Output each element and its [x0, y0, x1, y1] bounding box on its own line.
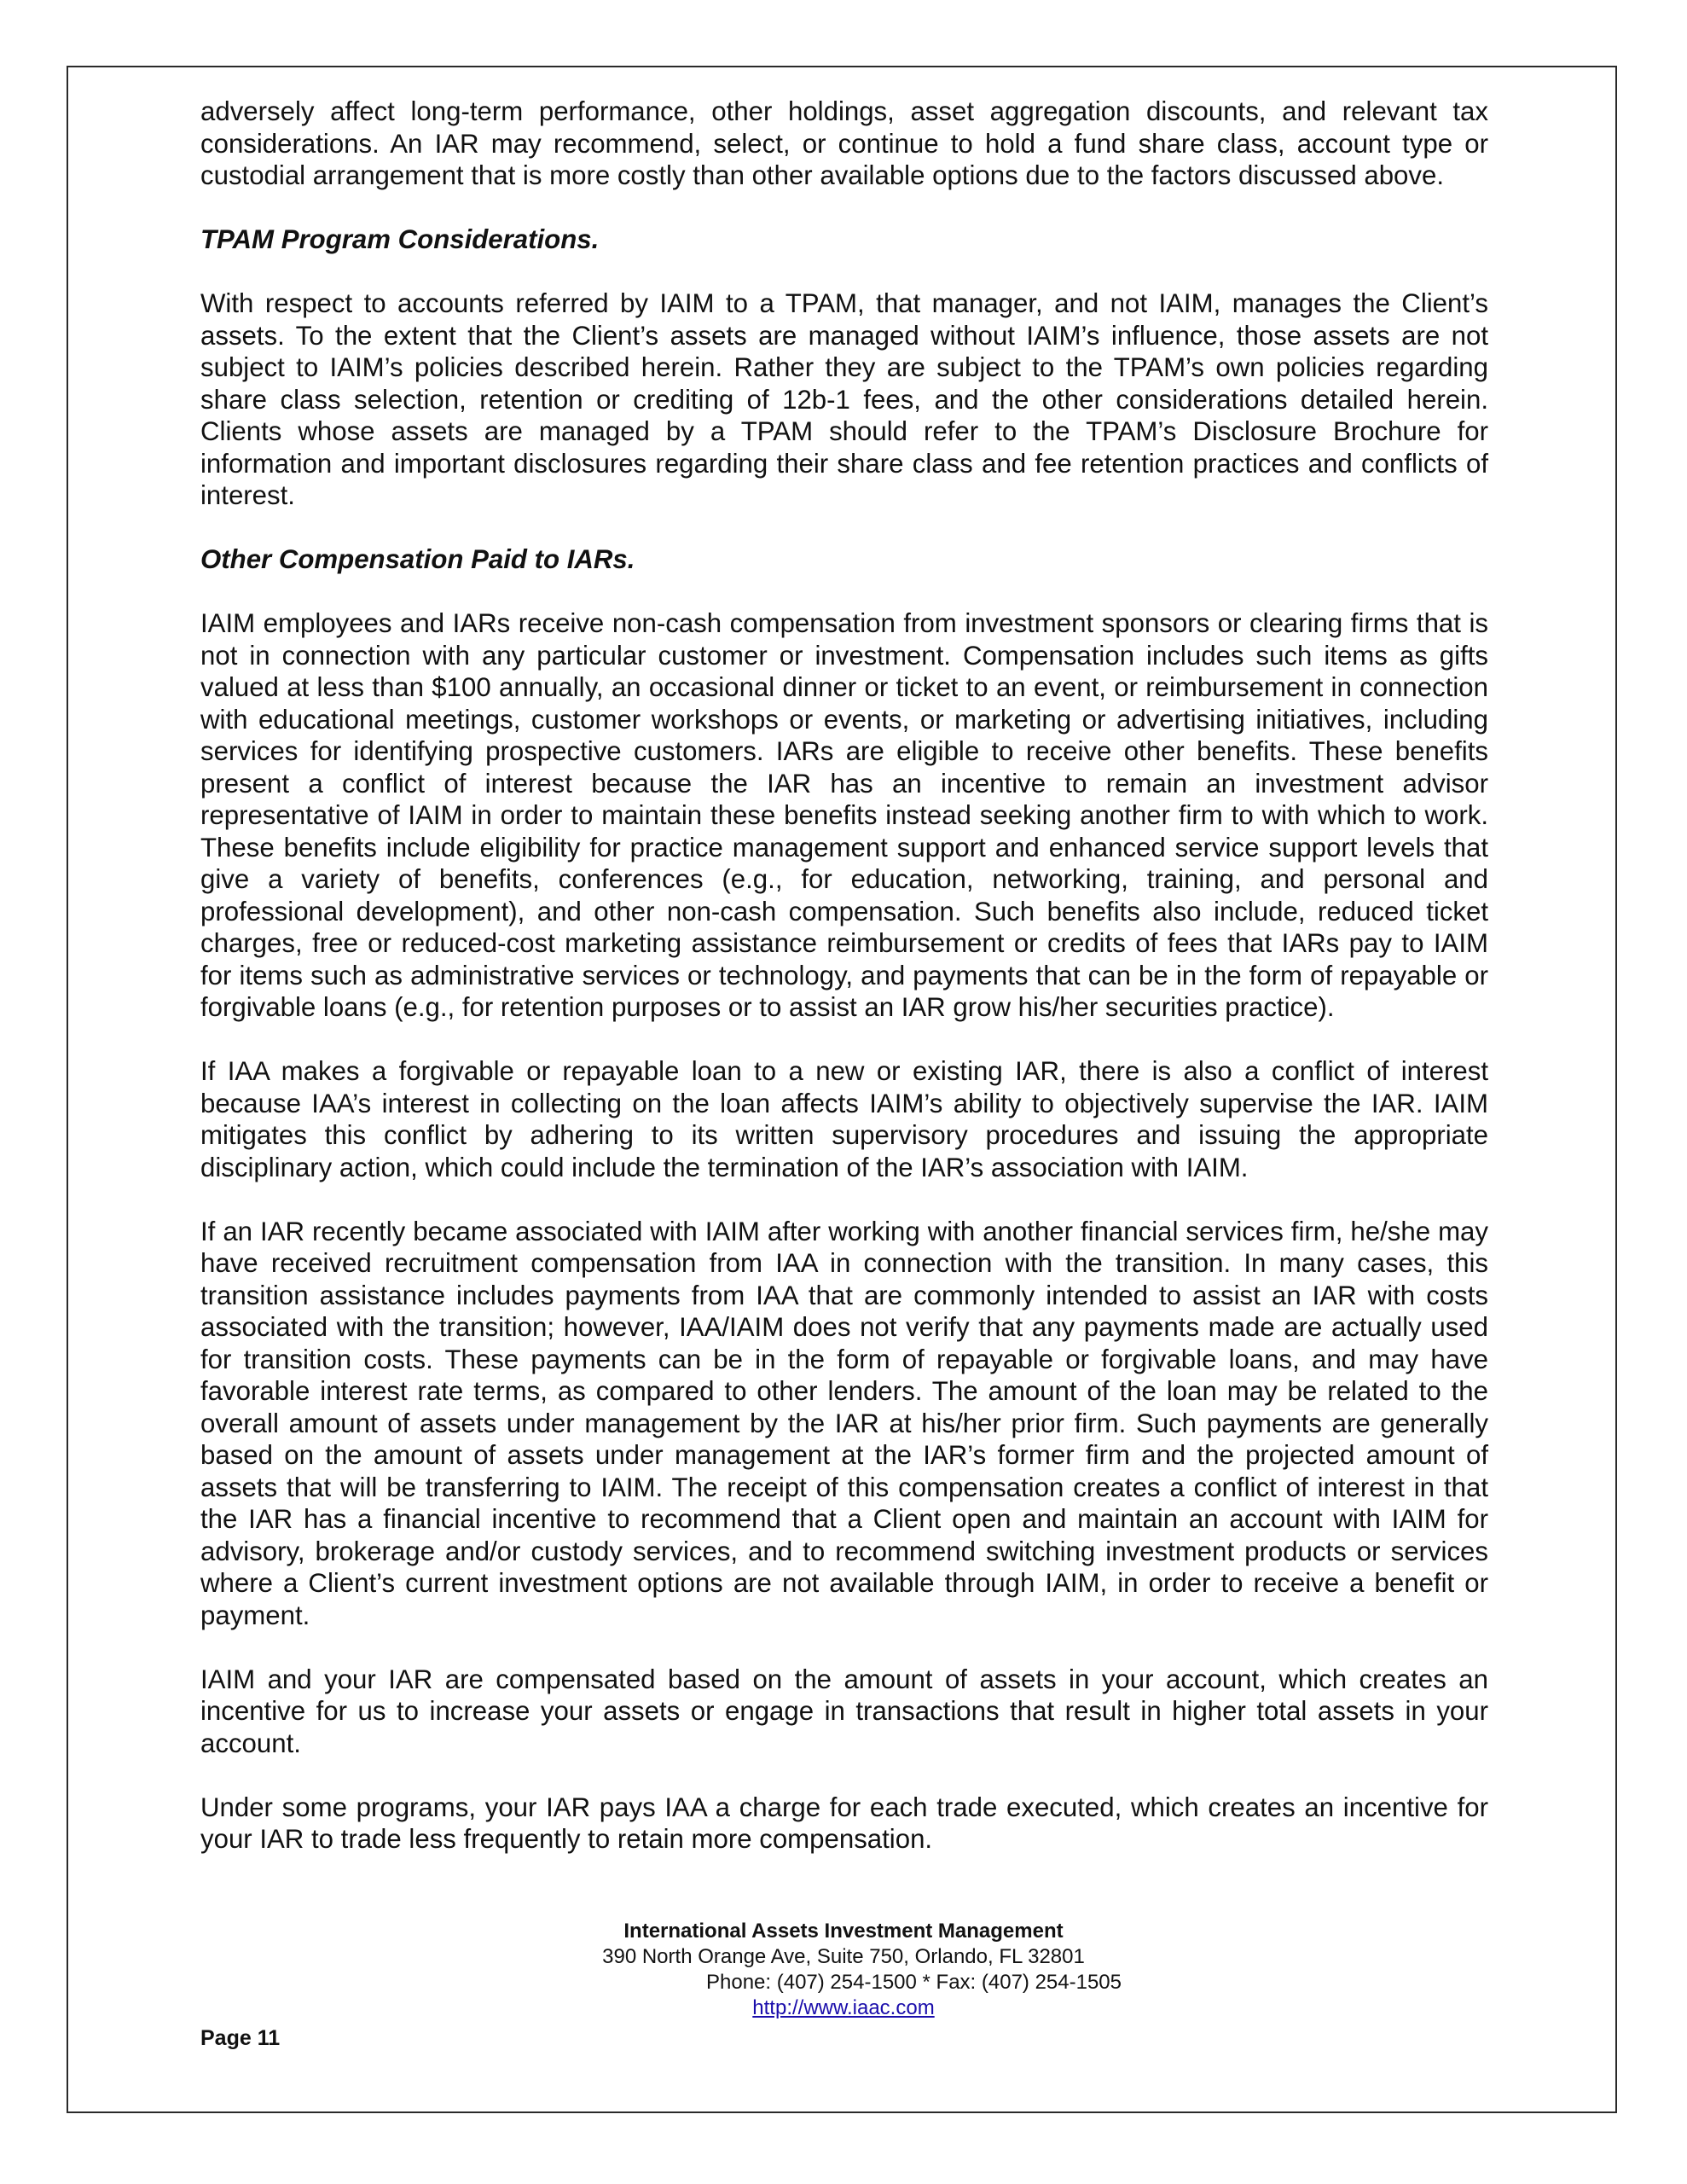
paragraph-tpam-considerations: With respect to accounts referred by IAIM to a TPAM, that manager, and not IAIM, manages the Client’s assets. To the extent that the Client’s assets are managed without IAIM’s influence, those assets are not subject to IAIM’s policies described herein. Rather they are subject to the TPAM’s own policies regarding share class selection, retention or crediting of 12b-1 fees, and the other considerations detailed herein. Clients whose assets are managed by a TPAM should refer to the TPAM’s Disclosure Brochure for information and important disclosures regarding their share class and fee retention practices and conflicts of interest.: [200, 288, 1488, 510]
heading-tpam-program: TPAM Program Considerations.: [200, 224, 600, 254]
paragraph-non-cash-compensation: IAIM employees and IARs receive non-cash compensation from investment sponsors or clearing firms that is not in connection with any particular customer or investment. Compensation includes such items as gifts valued at less than $100 annually, an occasional dinner or ticket to an event, or reimbursement in connection with educational meetings, customer workshops or events, or marketing or advertising initiatives, including services for identifying prospective customers. IARs are eligible to receive other benefits. These benefits present a conflict of interest because the IAR has an incentive to remain an investment advisor representative of IAIM in order to maintain these benefits instead seeking another firm to with which to work. These benefits include eligibility for practice management support and enhanced service support levels that give a variety of benefits, conferences (e.g., for education, networking, training, and personal and professional development), and other non-cash compensation. Such benefits also include, reduced ticket charges, free or reduced-cost marketing assistance reimbursement or credits of fees that IARs pay to IAIM for items such as administrative services or technology, and payments that can be in the form of repayable or forgivable loans (e.g., for retention purposes or to assist an IAR grow his/her securities practice).: [200, 608, 1488, 1022]
paragraph-recruitment-compensation: If an IAR recently became associated with IAIM after working with another financial services firm, he/she may have received recruitment compensation from IAA in connection with the transition. In many cases, this transition assistance includes payments from IAA that are commonly intended to assist an IAR with costs associated with the transition; however, IAA/IAIM does not verify that any payments made are actually used for transition costs. These payments can be in the form of repayable or forgivable loans, and may have favorable interest rate terms, as compared to other lenders. The amount of the loan may be related to the overall amount of assets under management by the IAR at his/her prior firm. Such payments are generally based on the amount of assets under management at the IAR’s former firm and the projected amount of assets that will be transferring to IAIM. The receipt of this compensation creates a conflict of interest in that the IAR has a financial incentive to recommend that a Client open and maintain an account with IAIM for advisory, brokerage and/or custody services, and to recommend switching investment products or services where a Client’s current investment options are not available through IAIM, in order to receive a benefit or payment.: [200, 1216, 1488, 1630]
page-footer: [0, 1919, 1687, 2021]
paragraph-trade-charges: Under some programs, your IAR pays IAA a charge for each trade executed, which creates an incentive for your IAR to trade less frequently to retain more compensation.: [200, 1792, 1488, 1854]
paragraph-share-class-factors: adversely affect long-term performance, other holdings, asset aggregation discounts, and relevant tax considerations. An IAR may recommend, select, or continue to hold a fund share class, account type or custodial arrangement that is more costly than other available options due to the factors discussed above.: [200, 96, 1488, 190]
footer-company-name: International Assets Investment Management: [623, 1920, 1064, 1943]
footer-website-link[interactable]: http://www.iaac.com: [752, 1996, 935, 2019]
page-number: Page 11: [200, 2026, 281, 2050]
footer-phone-fax: Phone: (407) 254-1500 * Fax: (407) 254-1505: [706, 1971, 1122, 1994]
heading-other-compensation: Other Compensation Paid to IARs.: [200, 544, 635, 574]
paragraph-forgivable-loan: If IAA makes a forgivable or repayable loan to a new or existing IAR, there is also a conflict of interest because IAA’s interest in collecting on the loan affects IAIM’s ability to objectively supervise the IAR. IAIM mitigates this conflict by adhering to its written supervisory procedures and issuing the appropriate disciplinary action, which could include the termination of the IAR’s association with IAIM.: [200, 1056, 1488, 1182]
paragraph-asset-based-compensation: IAIM and your IAR are compensated based on the amount of assets in your account, which creates an incentive for us to increase your assets or engage in transactions that result in higher total assets in your account.: [200, 1664, 1488, 1758]
document-body: [200, 96, 1488, 1856]
footer-address: 390 North Orange Ave, Suite 750, Orlando, FL 32801: [602, 1945, 1085, 1968]
